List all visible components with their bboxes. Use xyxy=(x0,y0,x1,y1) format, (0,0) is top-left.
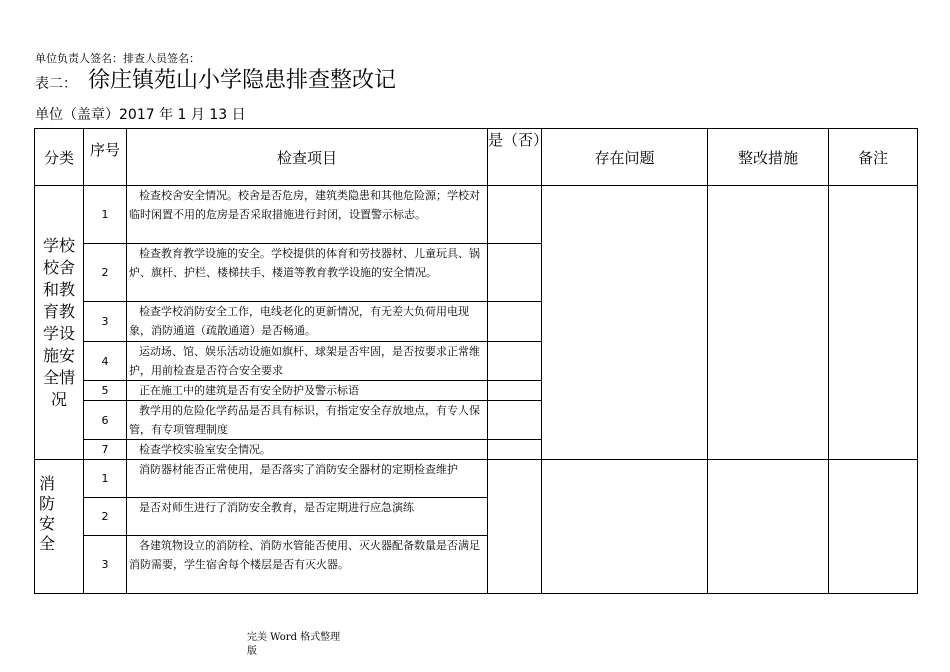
yes-no-cell xyxy=(488,381,542,401)
signature-line: 单位负责人签名：排查人员签名： xyxy=(35,52,200,65)
measures-cell xyxy=(708,186,829,460)
table-row xyxy=(35,186,918,244)
col-yes-no: 是（否） xyxy=(488,129,542,186)
row-number: 3 xyxy=(84,536,127,594)
yes-no-cell xyxy=(488,342,542,381)
col-measures: 整改措施 xyxy=(708,129,829,186)
check-item: 检查校舍安全情况。校舍是否危房，建筑类隐患和其他危险源；学校对临时闲置不用的危房是否采取措施进行封闭，设置警示标志。 xyxy=(127,186,488,244)
category-cell: 消防安全 xyxy=(35,460,84,594)
row-number: 1 xyxy=(84,460,127,498)
row-number: 2 xyxy=(84,498,127,536)
col-item: 检查项目 xyxy=(127,129,488,186)
row-number: 4 xyxy=(84,342,127,381)
row-number: 2 xyxy=(84,244,127,302)
problem-cell xyxy=(542,186,708,460)
check-item: 是否对师生进行了消防安全教育，是否定期进行应急演练 xyxy=(127,498,488,536)
remarks-cell xyxy=(829,460,918,594)
check-item: 教学用的危险化学药品是否具有标识，有指定安全存放地点，有专人保管，有专项管理制度 xyxy=(127,401,488,440)
remarks-cell xyxy=(829,186,918,460)
check-item: 检查学校实验室安全情况。 xyxy=(127,440,488,460)
document-title: 徐庄镇苑山小学隐患排查整改记 xyxy=(88,68,397,93)
col-problem: 存在问题 xyxy=(542,129,708,186)
row-number: 3 xyxy=(84,302,127,342)
unit-date-line: 单位（盖章）2017 年 1 月 13 日 xyxy=(35,107,246,123)
check-item: 检查学校消防安全工作，电线老化的更新情况，有无差大负荷用电现象，消防通道（疏散通道）是否畅通。 xyxy=(127,302,488,342)
check-item: 检查教育教学设施的安全。学校提供的体育和劳技器材、儿童玩具、锅炉、旗杆、护栏、楼梯扶手、楼道等教育教学设施的安全情况。 xyxy=(127,244,488,302)
row-number: 6 xyxy=(84,401,127,440)
problem-cell xyxy=(542,460,708,594)
row-number: 5 xyxy=(84,381,127,401)
row-number: 7 xyxy=(84,440,127,460)
check-item: 消防器材能否正常使用，是否落实了消防安全器材的定期检查维护 xyxy=(127,460,488,498)
footer-text: 完美 Word 格式整理 xyxy=(247,632,341,643)
yes-no-cell xyxy=(488,460,542,594)
inspection-table xyxy=(34,128,918,594)
col-remarks: 备注 xyxy=(829,129,918,186)
category-cell: 学校校舍和教育教学设施安全情况 xyxy=(35,186,84,460)
check-item: 运动场、馆、娱乐活动设施如旗杆、球架是否牢固，是否按要求正常维护，用前检查是否符合安全要求 xyxy=(127,342,488,381)
yes-no-cell xyxy=(488,244,542,302)
header-row xyxy=(35,129,918,186)
yes-no-cell xyxy=(488,302,542,342)
yes-no-cell xyxy=(488,401,542,440)
col-category: 分类 xyxy=(35,129,84,186)
yes-no-cell xyxy=(488,186,542,244)
footer-text-continued: 版 xyxy=(247,646,257,657)
measures-cell xyxy=(708,460,829,594)
table-row xyxy=(35,460,918,498)
check-item: 各建筑物设立的消防栓、消防水管能否使用、灭火器配备数量是否满足消防需要，学生宿舍每个楼层是否有灭火器。 xyxy=(127,536,488,594)
yes-no-cell xyxy=(488,440,542,460)
check-item: 正在施工中的建筑是否有安全防护及警示标语 xyxy=(127,381,488,401)
col-number: 序号 xyxy=(84,129,127,186)
table-number-label: 表二： xyxy=(35,76,77,92)
row-number: 1 xyxy=(84,186,127,244)
